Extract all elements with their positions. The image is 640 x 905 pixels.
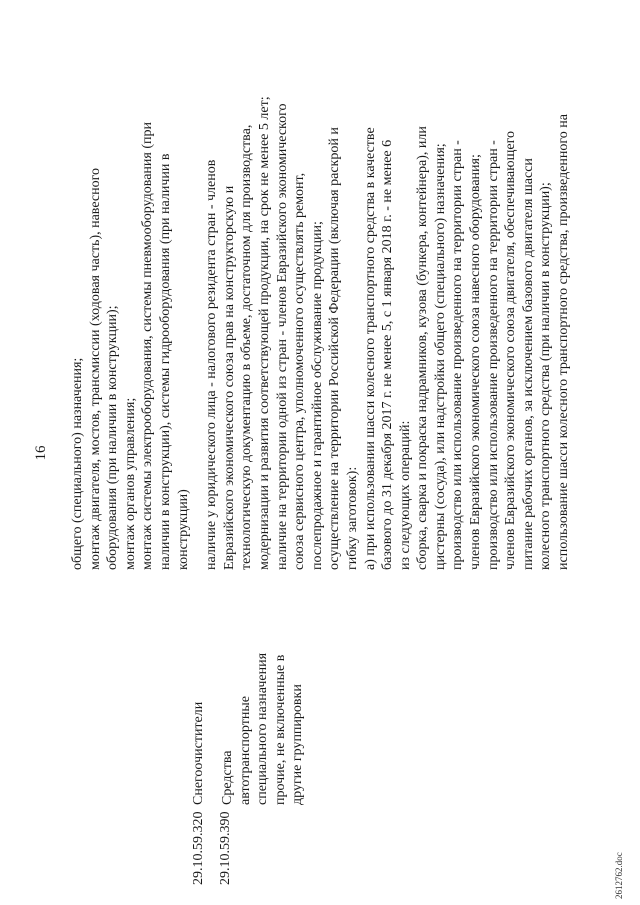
page-number: 16 [33, 445, 49, 461]
requirements-line: гибку заготовок): [344, 466, 360, 570]
product-name-line: другие группировки [290, 684, 306, 805]
requirements-line: базового до 31 декабря 2017 г. не менее 5, с 1 января 2018 г. - не менее 6 [380, 139, 396, 570]
requirements-line: оборудования (при наличии в конструкции); [105, 305, 121, 570]
requirements-line: монтаж системы электрооборудования, системы пневмооборудования (при [140, 122, 156, 570]
requirements-line: производство или использование произведенного на территории стран - [485, 140, 501, 570]
requirements-line: колесного транспортного средства (при наличии в конструкции); [538, 182, 554, 570]
requirements-line: использование шасси колесного транспортного средства, произведенного на [556, 114, 572, 570]
product-name-line: автотранспортные [237, 696, 253, 805]
requirements-line: членов Евразийского экономического союза двигателя, обеспечивающего [503, 131, 519, 570]
requirements-line: наличии в конструкции), системы гидрооборудования (при наличии в [157, 153, 173, 570]
requirements-line: общего (специального) назначения; [70, 357, 85, 570]
requirements-line: сборка, сварка и покраска надрамников, кузова (бункера, контейнера), или [415, 126, 431, 570]
requirements-line: технологическую документацию в объеме, достаточном для производства, [239, 124, 255, 570]
requirements-line: наличие у юридического лица - налогового резидента стран - членов [204, 159, 220, 570]
requirements-line: осуществление на территории Российской Федерации (включая раскрой и [327, 127, 343, 570]
requirements-line: Евразийского экономического союза прав на конструкторскую и [221, 185, 237, 570]
requirements-line: а) при использовании шасси колесного транспортного средства в качестве [362, 127, 378, 570]
product-name-line: прочие, не включенные в [272, 654, 288, 805]
document-filename: 2612762.doc [614, 852, 624, 899]
requirements-line: питание рабочих органов, за исключением базового двигателя шасси [520, 158, 536, 570]
requirements-line: из следующих операций: [397, 420, 413, 570]
requirements-line: монтаж органов управления; [122, 397, 138, 570]
requirements-line: производство или использование произведенного на территории стран - [450, 140, 466, 570]
product-name-line: Снегоочистители [191, 701, 206, 805]
requirements-spacer [192, 90, 203, 570]
product-name-line: Средства [220, 750, 235, 805]
requirements-line: монтаж двигателя, мостов, трансмиссии (ходовая часть), навесного [87, 167, 103, 570]
requirements-line: послепродажное и гарантийное обслуживание продукции; [309, 221, 325, 570]
requirements-line: модернизации и развития соответствующей продукции, на срок не менее 5 лет; [256, 96, 272, 570]
requirements-line: союза сервисного центра, уполномоченного осуществлять ремонт, [292, 172, 308, 570]
requirements-line: цистерны (сосуда), или надстройки общего (специального) назначения; [432, 143, 448, 570]
product-name-line: специального назначения [255, 652, 271, 805]
requirements-line: конструкции) [175, 489, 191, 570]
requirements-line: наличие на территории одной из стран - членов Евразийского экономического [274, 103, 290, 570]
okpd-code-special-vehicles: 29.10.59.390 [218, 811, 233, 885]
requirements-text [69, 90, 573, 570]
okpd-code-snow-plows: 29.10.59.320 [191, 811, 206, 885]
requirements-line: членов Евразийского экономического союза навесного оборудования; [468, 154, 484, 570]
